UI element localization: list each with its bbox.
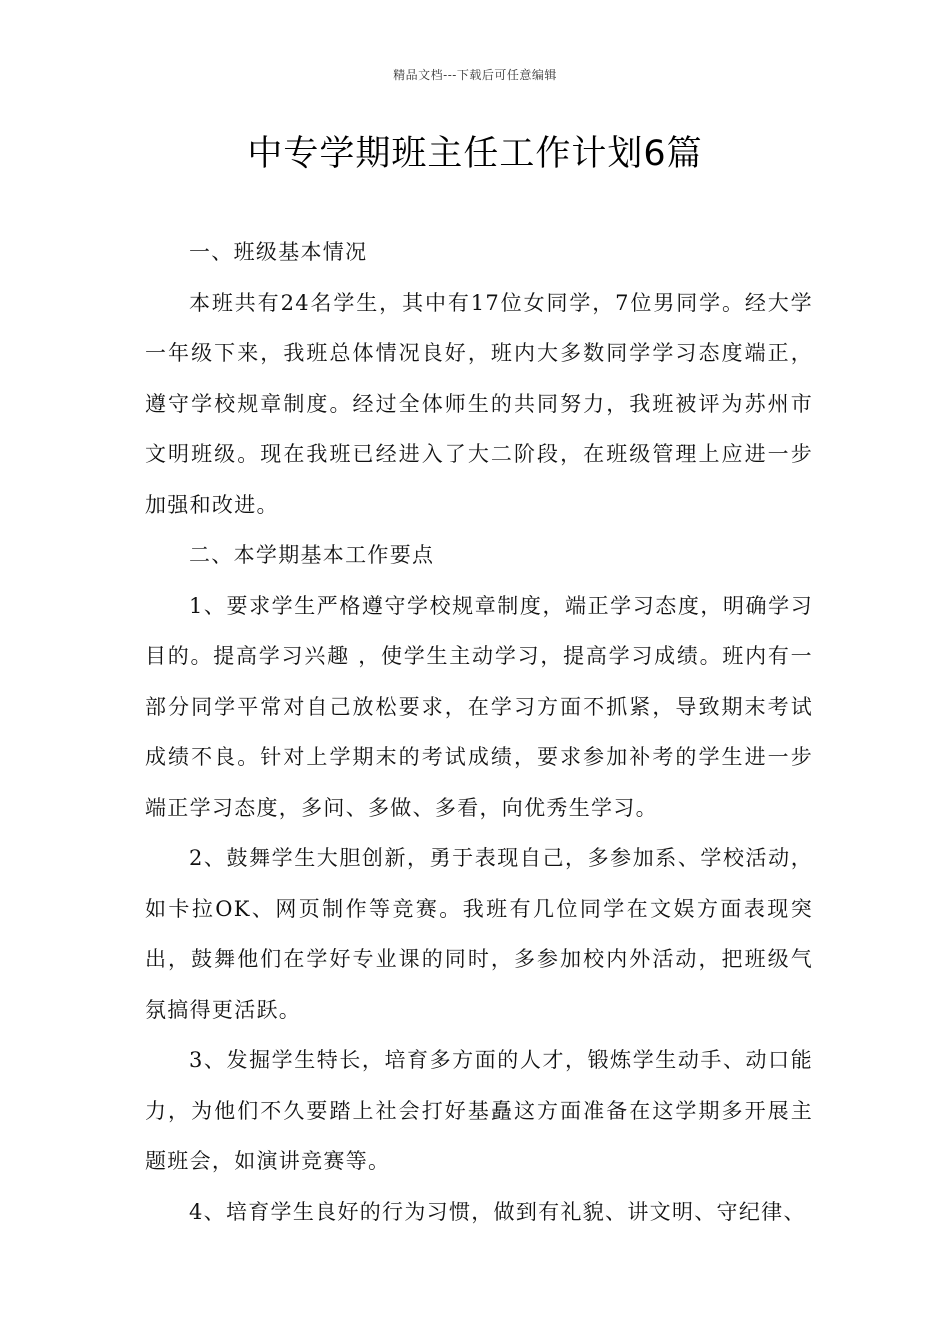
document-body <box>145 227 813 1237</box>
document-title: 中专学期班主任工作计划6篇 <box>247 134 703 174</box>
section-heading-1: 一、班级基本情况 <box>189 240 368 264</box>
paragraph-point-3: 3、发掘学生特长，培育多方面的人才，锻炼学生动手、动口能力，为他们不久要踏上社会打好基矗这方面准备在这学期多开展主题班会，如演讲竞赛等。 <box>145 1048 813 1173</box>
paragraph-point-4: 4、培育学生良好的行为习惯，做到有礼貌、讲文明、守纪律、 <box>189 1199 806 1224</box>
paragraph-point-2: 2、鼓舞学生大胆创新，勇于表现自己，多参加系、学校活动，如卡拉OK、网页制作等竞赛。我班有几位同学在文娱方面表现突出，鼓舞他们在学好专业课的同时，多参加校内外活动，把班级气氛搞得更活跃。 <box>145 846 813 1022</box>
paragraph-class-overview: 本班共有24名学生，其中有17位女同学，7位男同学。经大学一年级下来，我班总体情况良好，班内大多数同学学习态度端正，遵守学校规章制度。经过全体师生的共同努力，我班被评为苏州市文明班级。现在我班已经进入了大二阶段，在班级管理上应进一步加强和改进。 <box>145 290 813 517</box>
paragraph-point-1: 1、要求学生严格遵守学校规章制度，端正学习态度，明确学习目的。提高学习兴趣 ，使学生主动学习，提高学习成绩。班内有一部分同学平常对自己放松要求，在学习方面不抓紧，导致期末考试成绩不良。针对上学期末的考试成绩，要求参加补考的学生进一步端正学习态度，多问、多做、多看，向优秀生学习。 <box>145 593 813 820</box>
page-header-note: 精品文档---下载后可任意编辑 <box>393 68 557 82</box>
section-heading-2: 二、本学期基本工作要点 <box>189 543 435 567</box>
